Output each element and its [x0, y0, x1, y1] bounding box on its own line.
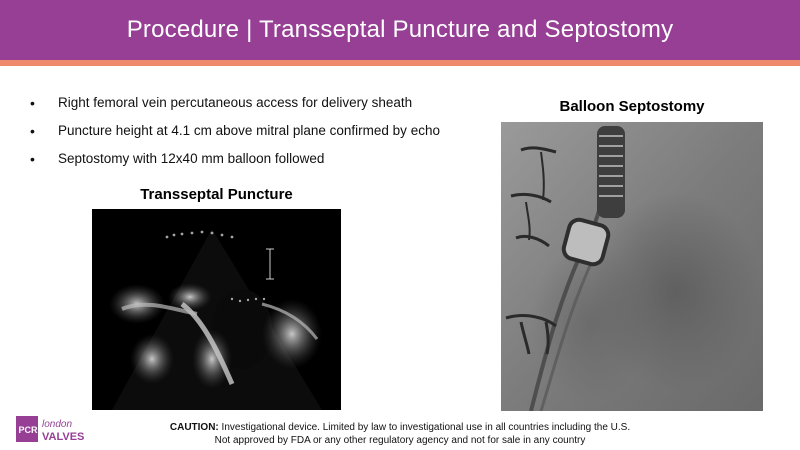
- bullet-item: [30, 150, 490, 178]
- caution-line-2: Not approved by FDA or any other regulatory agency and not for sale in any country: [214, 435, 586, 446]
- bullet-text: Right femoral vein percutaneous access for delivery sheath: [58, 95, 413, 110]
- caution-notice: [150, 421, 650, 447]
- echo-ultrasound-graphic: [92, 209, 341, 410]
- slide-title: Procedure | Transseptal Puncture and Septostomy: [126, 16, 674, 43]
- caution-label: CAUTION:: [169, 422, 219, 433]
- logo-graphic: [16, 416, 126, 444]
- svg-text:london: london: [42, 419, 73, 430]
- fluoroscopy-graphic: [501, 122, 763, 411]
- pcr-london-valves-logo: [16, 416, 126, 444]
- bullet-item: [30, 94, 490, 122]
- bullet-icon: •: [30, 123, 35, 139]
- bullet-item: [30, 122, 490, 150]
- echo-caption: Transseptal Puncture: [140, 186, 293, 203]
- fluoro-caption: Balloon Septostomy: [559, 98, 705, 115]
- slide-header: [0, 0, 800, 60]
- accent-bar: [0, 60, 800, 66]
- bullet-icon: •: [30, 151, 35, 167]
- bullet-list: [30, 94, 490, 178]
- bullet-text: Septostomy with 12x40 mm balloon followed: [58, 151, 325, 166]
- bullet-icon: •: [30, 95, 35, 111]
- echo-image: [92, 209, 341, 410]
- caution-line-1: Investigational device. Limited by law to investigational use in all countries including the U.S.: [221, 422, 631, 433]
- svg-text:PCR: PCR: [18, 425, 38, 435]
- fluoroscopy-image: [501, 122, 763, 411]
- bullet-text: Puncture height at 4.1 cm above mitral plane confirmed by echo: [58, 123, 440, 138]
- svg-text:VALVES: VALVES: [42, 431, 85, 443]
